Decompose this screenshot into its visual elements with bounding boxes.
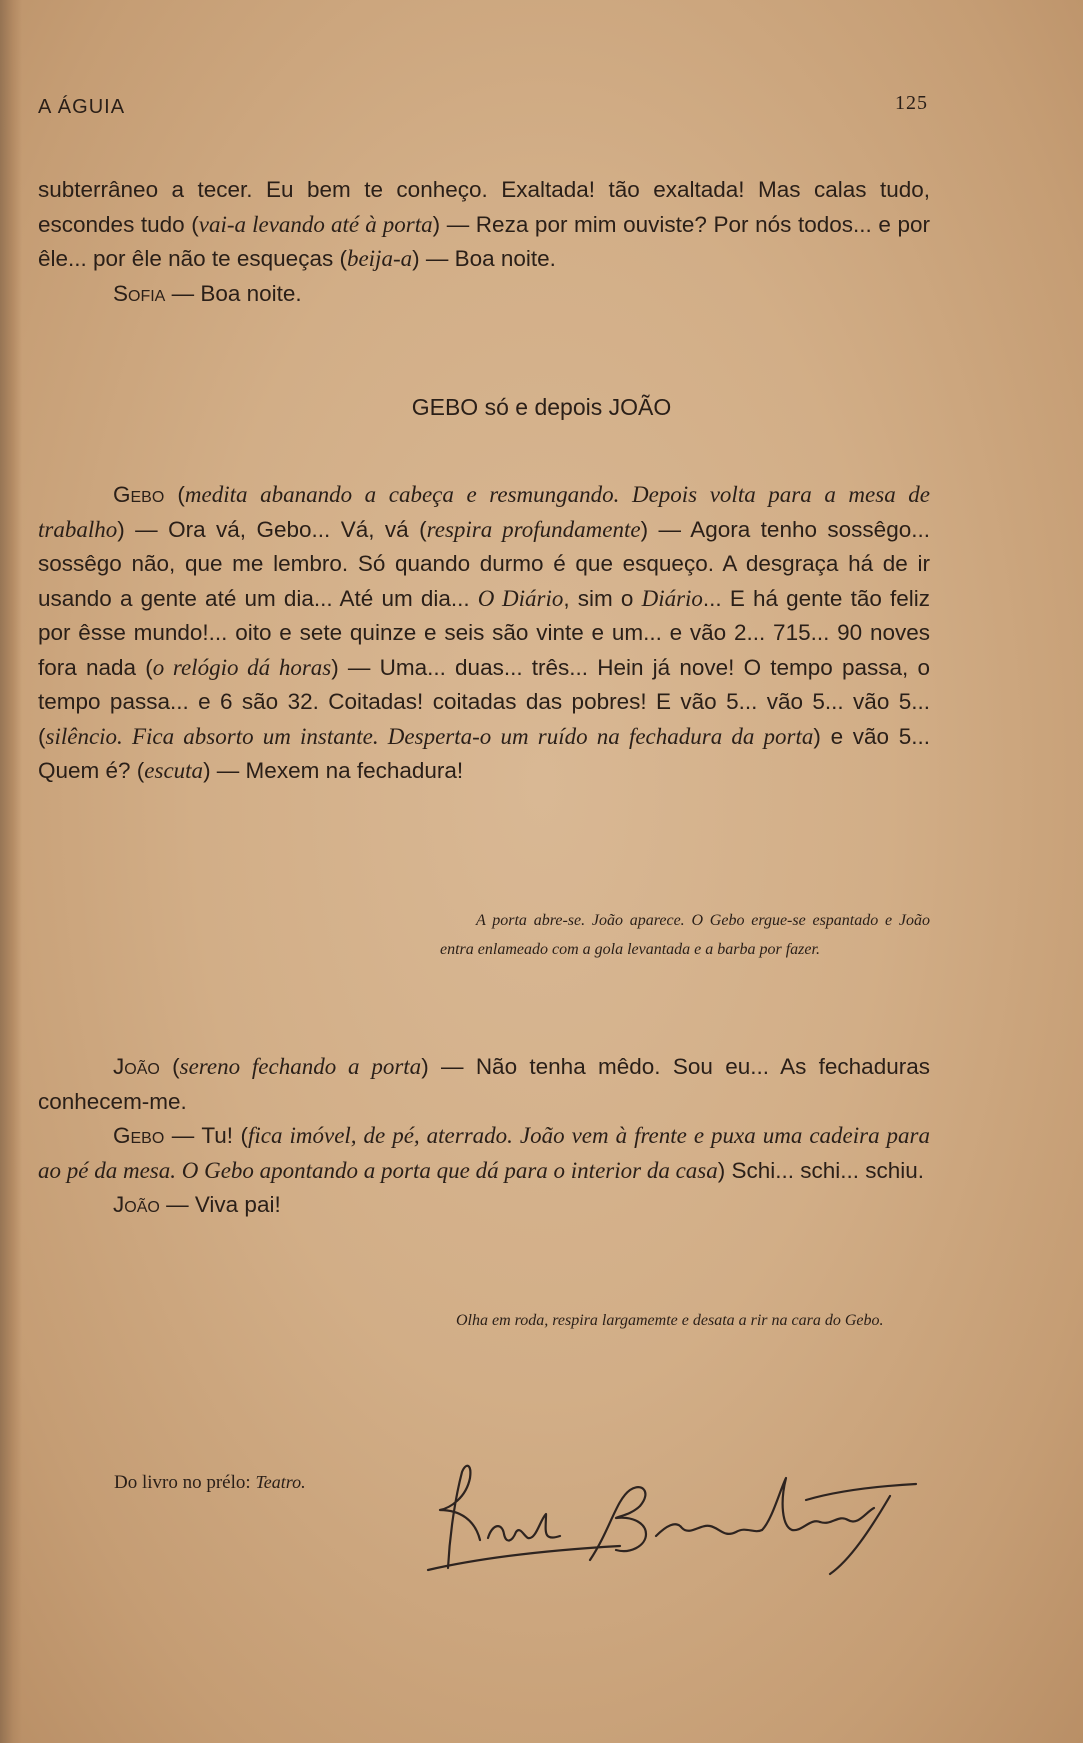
running-head: [38, 92, 928, 126]
speaker-name: Gebo: [113, 1123, 165, 1148]
stage-direction-1: A porta abre-se. João aparece. O Gebo ergue-se espantado e João entra enlameado com a gola levantada e a barba por fazer.: [440, 912, 930, 958]
speaker-name: Gebo: [113, 482, 165, 507]
page-number: 125: [895, 92, 928, 114]
dialogue-line-joao-2: João — Viva pai!: [113, 1192, 281, 1217]
dialogue-block-2: [38, 478, 930, 789]
dialogue-line-joao: João (sereno fechando a porta) — Não tenha mêdo. Sou eu... As fechaduras conhecem-me.: [38, 1054, 930, 1114]
footnote: Do livro no prélo: Teatro.: [114, 1472, 306, 1493]
scene-heading: GEBO só e depois JOÃO: [411, 394, 672, 420]
dialogue-line-sofia: Sofia — Boa noite.: [113, 280, 302, 306]
journal-title: A ÁGUIA: [38, 96, 126, 118]
stage-direction-2: Olha em roda, respira largamemte e desata a rir na cara do Gebo.: [456, 1312, 884, 1329]
dialogue-block-3: [38, 1050, 930, 1223]
speaker-name: João: [113, 1054, 160, 1079]
dialogue-line-gebo: Gebo — Tu! (fica imóvel, de pé, aterrado. João vem à frente e puxa uma cadeira para ao pé da mesa. O Gebo apontando a porta que dá para o interior da casa) Schi... schi... schiu.: [38, 1123, 931, 1183]
speaker-name: Sofia: [113, 280, 166, 306]
speaker-name: João: [113, 1192, 160, 1217]
gebo-monologue: Gebo (medita abanando a cabeça e resmungando. Depois volta para a mesa de trabalho) — Ora vá, Gebo... Vá, vá (respira profundamente) — Agora tenho sossêgo... sossêgo não, que me lembro. Só quando durmo é que esqueço. A desgraça há de ir usando a gente até um dia... Até um dia... O Diário, sim o Diário... E há gente tão feliz por êsse mundo!... oito e sete quinze e seis são vinte e um... e vão 2... 715... 90 noves fora nada (o relógio dá horas) — Uma... duas... três... Hein já nove! O tempo passa, o tempo passa... e 6 são 32. Coitadas! coitadas das pobres! E vão 5... vão 5... vão 5... (silêncio. Fica absorto um instante. Desperta-o um ruído na fechadura da porta) e vão 5... Quem é? (escuta) — Mexem na fechadura!: [38, 482, 931, 783]
dialogue-block-1: [38, 173, 930, 311]
dialogue-paragraph: subterrâneo a tecer. Eu bem te conheço. Exaltada! tão exaltada! Mas calas tudo, escondes tudo (vai-a levando até à porta) — Reza por mim ouviste? Por nós todos... e por êle... por êle não te esqueças (beija-a) — Boa noite.: [38, 177, 930, 271]
handwritten-signature: [420, 1450, 920, 1580]
page-edge-shadow: [0, 0, 22, 1743]
